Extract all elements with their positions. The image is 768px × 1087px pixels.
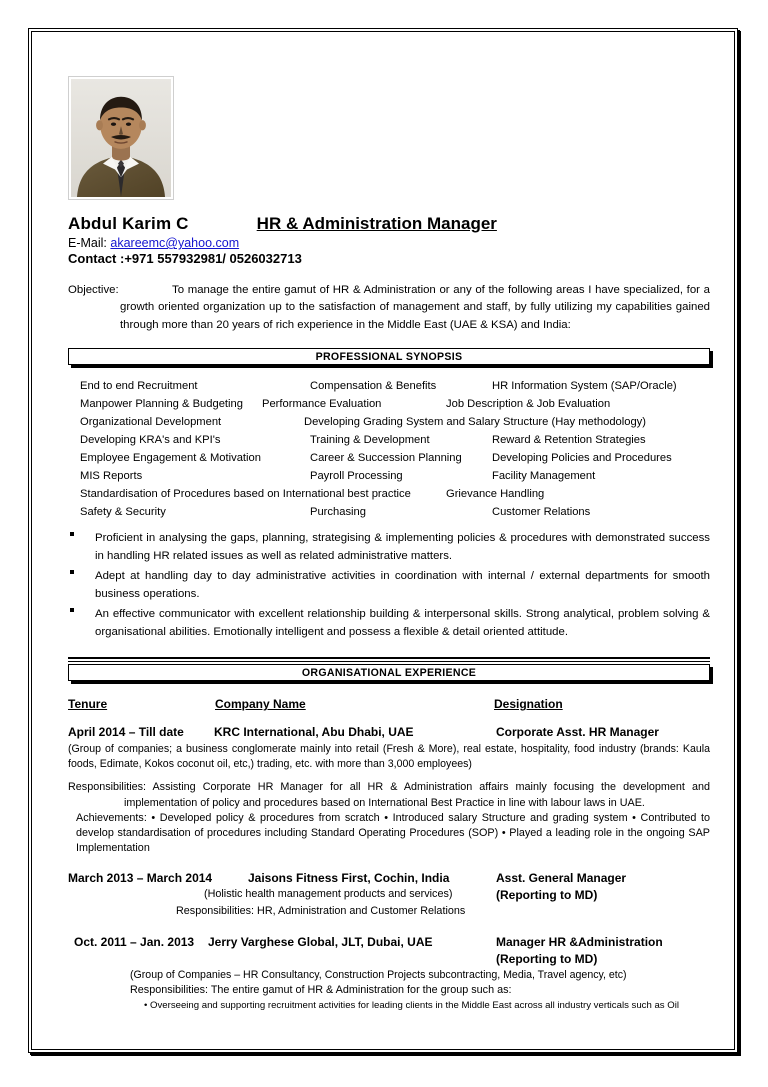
skill-row <box>80 417 710 435</box>
job-designation: Corporate Asst. HR Manager <box>496 725 659 740</box>
skill-item: Reward & Retention Strategies <box>492 434 646 447</box>
skill-item: Compensation & Benefits <box>310 380 437 393</box>
job-responsibilities <box>68 904 710 919</box>
header-name-row <box>68 214 710 234</box>
bullet-square-icon <box>70 608 74 612</box>
achievements-text: • Developed policy & procedures from scratch • Introduced salary Structure and grading system • Contributed to develop standardisation of procedures including Standard Operating Procedures (SOP) • Played a leading role in the ongoing SAP Implementation <box>76 811 710 855</box>
experience-entry <box>68 935 710 1012</box>
portrait-photo-icon <box>71 79 171 197</box>
responsibilities-text: HR, Administration and Customer Relations <box>257 904 466 917</box>
bullet-text: Adept at handling day to day administrative activities in coordination with internal / external departments for smooth business operations. <box>95 570 710 601</box>
job-header-row <box>68 871 710 888</box>
contact-line: Contact :+971 557932981/ 0526032713 <box>68 251 302 266</box>
skill-row <box>80 435 710 453</box>
skill-item: Developing Policies and Procedures <box>492 452 672 465</box>
bullet-square-icon <box>70 570 74 574</box>
job-tenure: April 2014 – Till date <box>68 725 184 740</box>
job-achievements: • Overseeing and supporting recruitment activities for leading clients in the Middle East across all industry verticals such as Oil <box>144 999 679 1011</box>
skill-item: Training & Development <box>310 434 430 447</box>
job-tenure: Oct. 2011 – Jan. 2013 <box>74 935 195 950</box>
email-row <box>68 236 710 250</box>
skill-row <box>80 507 710 525</box>
skill-row <box>80 381 710 399</box>
job-designation-sub: (Reporting to MD) <box>496 952 598 967</box>
job-subheader-row <box>68 952 710 968</box>
job-designation-sub: (Reporting to MD) <box>496 887 598 902</box>
resume-content <box>68 76 710 1016</box>
bullet-text: An effective communicator with excellent relationship building & interpersonal skills. Strong analytical, problem solving & organisational abilities. Emotionally intelligent and possess a flexible & detail oriented attitude. <box>95 608 710 639</box>
responsibilities-label: Responsibilities: <box>176 904 255 917</box>
objective-paragraph <box>68 282 710 334</box>
skill-item: MIS Reports <box>80 470 143 483</box>
skills-grid <box>68 381 710 525</box>
section-divider-rule <box>68 657 710 662</box>
skill-item: Safety & Security <box>80 506 166 519</box>
skill-item: Standardisation of Procedures based on International best practice <box>80 488 411 501</box>
job-company-note: (Holistic health management products and services) <box>204 887 453 900</box>
skill-item: End to end Recruitment <box>80 380 198 393</box>
email-link[interactable]: akareemc@yahoo.com <box>110 236 240 250</box>
skill-item: Performance Evaluation <box>262 398 382 411</box>
candidate-photo-frame <box>68 76 174 200</box>
list-item <box>68 567 710 603</box>
candidate-job-title: HR & Administration Manager <box>256 214 497 233</box>
job-responsibilities <box>68 983 710 998</box>
objective-text: To manage the entire gamut of HR & Administration or any of the following areas I have specialized, for a growth oriented organization up to the satisfaction of management and staff, by fully utilizing my capabilities gained through more than 20 years of rich experience in the Middle East (UAE & KSA) and India: <box>120 284 710 331</box>
synopsis-bullet-list <box>68 529 710 641</box>
experience-column-headers <box>68 697 710 717</box>
skill-item: Developing Grading System and Salary Structure (Hay methodology) <box>304 416 647 429</box>
skill-item: Payroll Processing <box>310 470 403 483</box>
skill-item: HR Information System (SAP/Oracle) <box>492 380 677 393</box>
skill-item: Employee Engagement & Motivation <box>80 452 261 465</box>
resume-page <box>28 28 738 1053</box>
skill-row <box>80 453 710 471</box>
skill-row <box>80 399 710 417</box>
skill-item: Job Description & Job Evaluation <box>446 398 611 411</box>
responsibilities-text: Assisting Corporate HR Manager for all HR & Administration affairs mainly focusing the development and implementation of policy and procedures based on International Best Practice in line with labour laws in UAE. <box>124 781 710 809</box>
job-designation: Manager HR &Administration <box>496 935 663 950</box>
job-header-row <box>68 935 710 952</box>
list-item <box>68 529 710 565</box>
achievements-label: Achievements: <box>76 811 147 824</box>
job-tenure: March 2013 – March 2014 <box>68 870 213 885</box>
job-responsibilities <box>68 780 710 811</box>
responsibilities-label: Responsibilities: <box>130 984 209 997</box>
job-company: KRC International, Abu Dhabi, UAE <box>214 725 414 740</box>
column-header-designation: Designation <box>494 697 563 712</box>
page-inner-border <box>31 31 735 1050</box>
skill-item: Customer Relations <box>492 506 591 519</box>
skill-item: Developing KRA's and KPI's <box>80 434 221 447</box>
job-company: Jaisons Fitness First, Cochin, India <box>248 870 450 885</box>
skill-item: Manpower Planning & Budgeting <box>80 398 243 411</box>
objective-label: Objective: <box>68 284 119 296</box>
column-header-company: Company Name <box>215 697 306 712</box>
list-item <box>68 605 710 641</box>
column-header-tenure: Tenure <box>68 697 108 712</box>
email-label: E-Mail: <box>68 236 107 250</box>
job-achievements <box>68 811 710 857</box>
skill-row <box>80 471 710 489</box>
job-subheader-row <box>68 888 710 904</box>
candidate-name: Abdul Karim C <box>68 214 189 233</box>
responsibilities-label: Responsibilities: <box>68 781 147 794</box>
skill-row <box>80 489 710 507</box>
section-header-professional-synopsis: PROFESSIONAL SYNOPSIS <box>68 348 710 365</box>
bullet-text: Proficient in analysing the gaps, planning, strategising & implementing policies & procedures with demonstrated success in handling HR related issues as well as related administrative matters. <box>95 532 710 563</box>
job-company-note: (Group of companies; a business conglomerate mainly into retail (Fresh & More), real estate, hospitality, food industry (brands: Kaula foods, Edimate, Kokos coconut oil, etc,) trading, etc. with more than 3,000 employees) <box>68 743 710 771</box>
responsibilities-text: The entire gamut of HR & Administration for the group such as: <box>210 984 512 997</box>
skill-item: Grievance Handling <box>446 488 545 501</box>
section-header-organisational-experience: ORGANISATIONAL EXPERIENCE <box>68 664 710 681</box>
job-company: Jerry Varghese Global, JLT, Dubai, UAE <box>208 935 433 950</box>
experience-entry <box>68 725 710 857</box>
job-designation: Asst. General Manager <box>496 870 627 885</box>
skill-item: Organizational Development <box>80 416 222 429</box>
bullet-square-icon <box>70 532 74 536</box>
experience-entry <box>68 871 710 919</box>
job-header-row <box>68 725 710 742</box>
skill-item: Facility Management <box>492 470 596 483</box>
skill-item: Purchasing <box>310 506 366 519</box>
skill-item: Career & Succession Planning <box>310 452 462 465</box>
job-company-note: (Group of Companies – HR Consultancy, Construction Projects subcontracting, Media, Travel agency, etc) <box>130 969 627 982</box>
